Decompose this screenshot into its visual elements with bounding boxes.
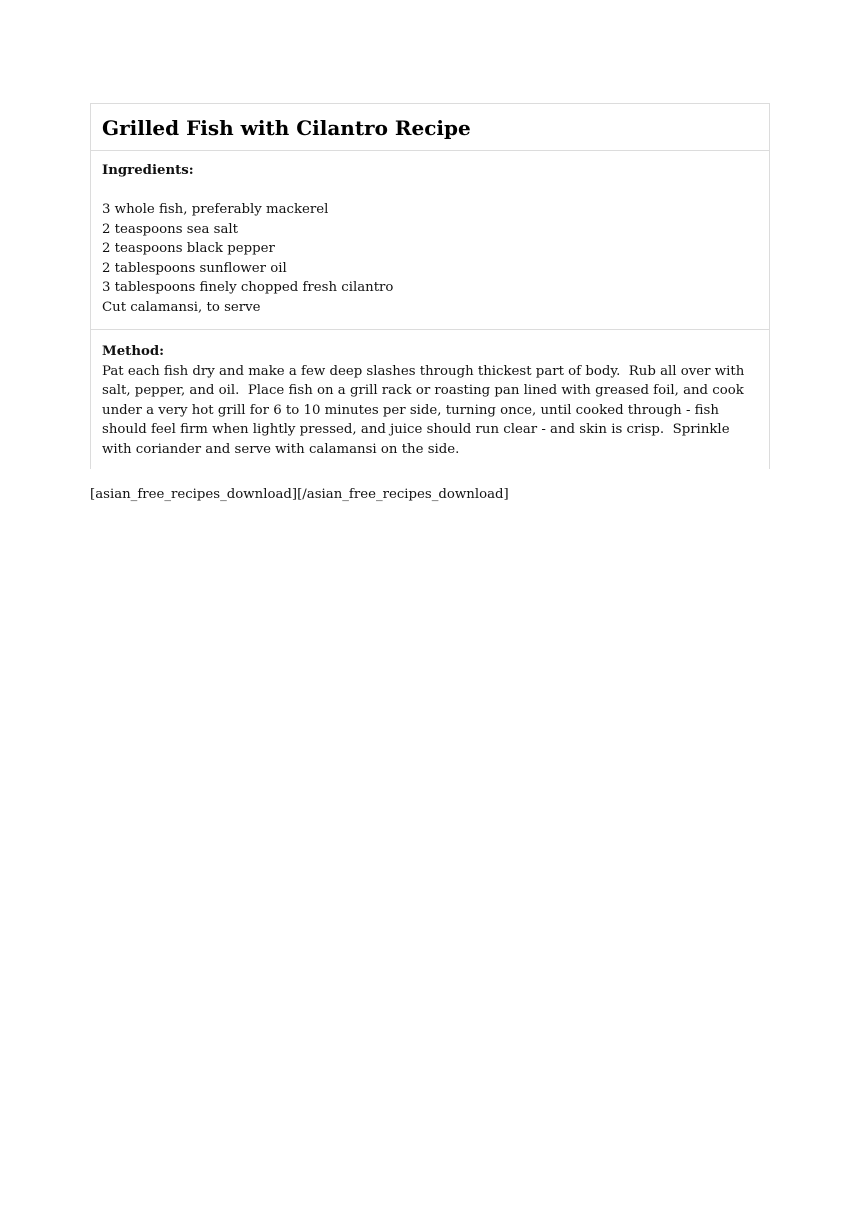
- ingredient-item: 2 teaspoons sea salt: [102, 221, 238, 237]
- ingredient-item: 3 whole fish, preferably mackerel: [102, 202, 329, 217]
- method-text: Pat each fish dry and make a few deep slashes through thickest part of body. Rub all over with salt, pepper, and oil. Place fish on a grill rack or roasting pan lined with greased foil, and cook under a very hot grill for 6 to 10 minutes per side, turning once, until cooked through - fish should feel firm when lightly pressed, and juice should run clear - and skin is crisp. Sprinkle with coriander and serve with calamansi on the side.: [102, 363, 749, 457]
- ingredient-item: 2 tablespoons sunflower oil: [102, 260, 287, 276]
- method-heading: Method:: [102, 344, 165, 359]
- ingredient-item: 3 tablespoons finely chopped fresh cilantro: [102, 280, 394, 295]
- ingredients-heading: Ingredients:: [102, 163, 194, 178]
- ingredients-section: [91, 151, 769, 330]
- method-section: [91, 330, 769, 469]
- download-shortcode-text: [asian_free_recipes_download][/asian_free_recipes_download]: [90, 487, 509, 502]
- recipe-card: [90, 103, 770, 469]
- ingredient-item: 2 teaspoons black pepper: [102, 241, 275, 256]
- ingredient-item: Cut calamansi, to serve: [102, 299, 261, 315]
- recipe-title: Grilled Fish with Cilantro Recipe: [91, 104, 769, 151]
